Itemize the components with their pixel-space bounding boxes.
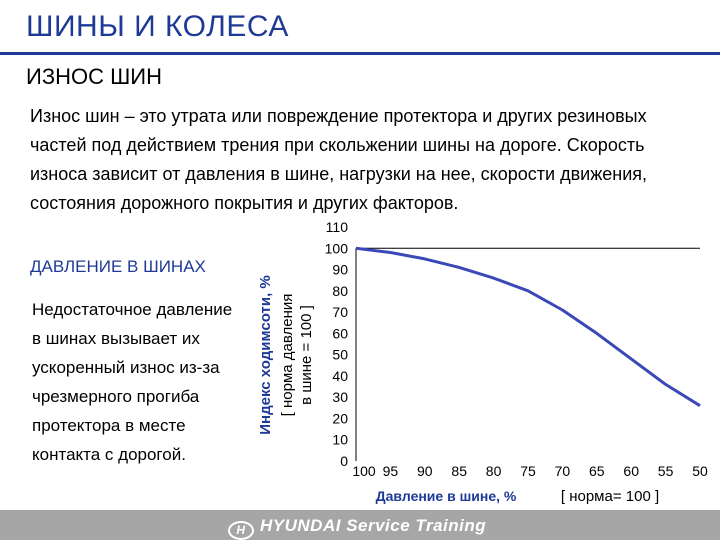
y-tick-label: 60: [332, 325, 348, 342]
y-tick-label: 0: [340, 453, 348, 469]
y-tick-label: 70: [332, 304, 348, 321]
x-tick-label: 75: [520, 463, 536, 479]
x-tick-label: 50: [692, 463, 708, 479]
hyundai-logo: [228, 516, 486, 540]
footer-bar: [0, 510, 720, 540]
y-tick-label: 30: [332, 389, 348, 406]
y-tick-labels: [325, 219, 349, 469]
y-axis-label: Индекс ходимсоти, %: [257, 275, 274, 435]
footer-tagline: Service Training: [346, 516, 487, 535]
y-tick-label: 20: [332, 410, 348, 427]
section-subtitle: ИЗНОС ШИН: [26, 64, 162, 89]
x-axis-label: Давление в шине, %: [375, 488, 517, 504]
y-axis-note-line2: в шине = 100 ]: [298, 305, 315, 405]
chart-series: [356, 248, 700, 405]
x-tick-label: 100: [352, 463, 376, 479]
x-tick-label: 65: [589, 463, 605, 479]
footer-brand: HYUNDAI: [260, 516, 341, 535]
y-tick-label: 50: [332, 346, 348, 363]
x-axis-note: [ норма= 100 ]: [560, 488, 660, 505]
x-tick-label: 80: [485, 463, 502, 479]
x-tick-labels: [352, 463, 708, 479]
x-tick-label: 55: [657, 463, 674, 479]
x-tick-label: 60: [623, 463, 639, 479]
pressure-heading: ДАВЛЕНИЕ В ШИНАХ: [30, 257, 206, 276]
y-tick-label: 110: [325, 219, 348, 235]
chart-axes: [356, 248, 700, 461]
series-line: [356, 248, 700, 405]
x-tick-label: 95: [382, 463, 399, 479]
hyundai-emblem-icon: H: [228, 521, 254, 540]
pressure-description: Недостаточное давление в шинах вызывает их ускоренный износ из-за чрезмерного прогиба протектора в месте контакта с дорогой.: [32, 300, 233, 464]
x-tick-label: 85: [451, 463, 467, 479]
y-tick-label: 90: [332, 261, 348, 278]
x-tick-label: 90: [417, 463, 433, 479]
y-tick-label: 100: [324, 240, 348, 257]
y-tick-label: 40: [332, 367, 348, 384]
page-title: ШИНЫ И КОЛЕСА: [26, 10, 289, 43]
y-tick-label: 80: [332, 282, 348, 299]
x-tick-label: 70: [554, 463, 571, 479]
y-tick-label: 10: [332, 431, 348, 448]
y-axis-note-line1: [ норма давления: [279, 293, 296, 417]
intro-paragraph: Износ шин – это утрата или повреждение протектора и других резиновых частей под действием трения при скольжении шины на дороге. Скорость износа зависит от давления в шине, нагрузки на нее, скорости движения, состояния дорожного покрытия и других факторов.: [30, 106, 647, 213]
